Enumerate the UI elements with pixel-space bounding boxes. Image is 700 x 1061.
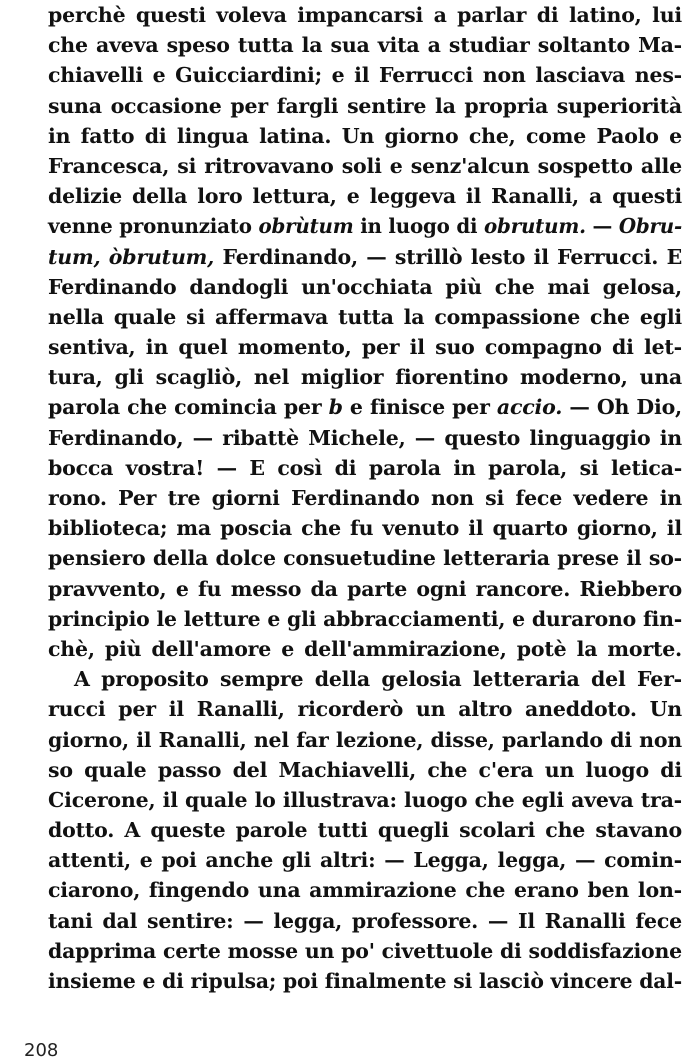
text-segment: tani dal sentire: — legga, professore. — Il Ranalli fece xyxy=(48,908,682,933)
text-line xyxy=(48,815,682,845)
text-segment: parola che comincia per xyxy=(48,395,329,420)
text-segment: pravvento, e fu messo da parte ogni rancore. Riebbero xyxy=(48,576,682,601)
text-line xyxy=(48,725,682,755)
text-line xyxy=(48,694,682,724)
text-segment: che aveva speso tutta la sua vita a studiar soltanto Ma- xyxy=(48,33,682,58)
italic-text: obrùtum xyxy=(258,214,354,239)
text-line xyxy=(48,181,682,211)
text-line xyxy=(48,755,682,785)
text-segment: pensiero della dolce consuetudine letteraria prese il so- xyxy=(48,546,682,571)
text-line xyxy=(48,574,682,604)
text-line xyxy=(48,151,682,181)
text-segment: in fatto di lingua latina. Un giorno che, come Paolo e xyxy=(48,123,682,148)
text-line xyxy=(48,634,682,664)
text-line xyxy=(48,332,682,362)
text-line xyxy=(48,845,682,875)
text-line xyxy=(48,272,682,302)
text-line xyxy=(48,60,682,90)
text-line xyxy=(48,0,682,30)
text-line xyxy=(48,543,682,573)
text-segment: suna occasione per fargli sentire la propria superiorità xyxy=(48,93,682,118)
text-segment: giorno, il Ranalli, nel far lezione, disse, parlando di non xyxy=(48,727,682,752)
text-segment: Ferdinando, — strillò lesto il Ferrucci. E xyxy=(214,244,682,269)
text-line xyxy=(48,483,682,513)
text-segment: dotto. A queste parole tutti quegli scolari che stavano xyxy=(48,818,682,843)
text-segment: e finisce per xyxy=(342,395,497,420)
text-line xyxy=(48,423,682,453)
italic-text: accio. xyxy=(496,395,563,420)
text-segment: — Oh Dio, xyxy=(562,395,682,420)
text-line xyxy=(48,966,682,996)
text-line xyxy=(48,91,682,121)
page-body xyxy=(48,0,682,996)
text-segment: Ferdinando, — ribattè Michele, — questo linguaggio in xyxy=(48,425,682,450)
text-line xyxy=(48,453,682,483)
italic-text: obrutum. xyxy=(484,214,586,239)
text-line xyxy=(48,30,682,60)
text-line xyxy=(48,242,682,272)
text-segment: Cicerone, il quale lo illustrava: luogo che egli aveva tra- xyxy=(48,787,682,812)
text-line xyxy=(48,211,682,241)
text-segment: principio le letture e gli abbracciamenti, e durarono fin- xyxy=(48,606,682,631)
text-segment: dapprima certe mosse un po' civettuole di soddisfazione xyxy=(48,938,682,963)
text-line xyxy=(48,936,682,966)
italic-text: Obru- xyxy=(618,214,682,239)
italic-text: tum, òbrutum, xyxy=(48,244,215,269)
text-segment: nella quale si affermava tutta la compassione che egli xyxy=(48,304,682,329)
text-line xyxy=(48,604,682,634)
text-segment: — xyxy=(585,214,619,239)
text-segment: insieme e di ripulsa; poi finalmente si lasciò vincere dal- xyxy=(48,969,682,993)
italic-text: b xyxy=(328,395,343,420)
text-segment: A proposito sempre della gelosia letteraria del Fer- xyxy=(74,667,682,692)
text-segment: Ferdinando dandogli un'occhiata più che mai gelosa, xyxy=(48,274,682,299)
text-segment: so quale passo del Machiavelli, che c'era un luogo di xyxy=(48,757,682,782)
text-segment: sentiva, in quel momento, per il suo compagno di let- xyxy=(48,335,682,360)
text-segment: Francesca, si ritrovavano soli e senz'alcun sospetto alle xyxy=(48,153,682,178)
text-line xyxy=(48,302,682,332)
text-segment: tura, gli scagliò, nel miglior fiorentino moderno, una xyxy=(48,365,682,390)
text-segment: chiavelli e Guicciardini; e il Ferrucci non lasciava nes- xyxy=(48,63,682,88)
text-segment: rono. Per tre giorni Ferdinando non si fece vedere in xyxy=(48,486,682,510)
text-line xyxy=(48,121,682,151)
text-segment: venne pronunziato xyxy=(48,214,259,239)
page-number: 208 xyxy=(24,1040,59,1061)
text-segment: bocca vostra! — E così di parola in parola, si letica- xyxy=(48,455,682,480)
text-line xyxy=(48,875,682,905)
text-segment: in luogo di xyxy=(353,214,485,239)
text-segment: ciarono, fingendo una ammirazione che erano ben lon- xyxy=(48,878,682,903)
text-segment: rucci per il Ranalli, ricorderò un altro aneddoto. Un xyxy=(48,697,682,722)
text-segment: perchè questi voleva impancarsi a parlar di latino, lui xyxy=(48,3,682,27)
text-segment: attenti, e poi anche gli altri: — Legga, legga, — comin- xyxy=(48,848,682,873)
text-line xyxy=(48,513,682,543)
text-line xyxy=(48,664,682,694)
text-line xyxy=(48,362,682,392)
text-line xyxy=(48,785,682,815)
text-line xyxy=(48,906,682,936)
text-segment: delizie della loro lettura, e leggeva il Ranalli, a questi xyxy=(48,184,682,209)
text-segment: chè, più dell'amore e dell'ammirazione, potè la morte. xyxy=(48,636,682,661)
text-segment: biblioteca; ma poscia che fu venuto il quarto giorno, il xyxy=(48,516,682,541)
text-line xyxy=(48,392,682,422)
